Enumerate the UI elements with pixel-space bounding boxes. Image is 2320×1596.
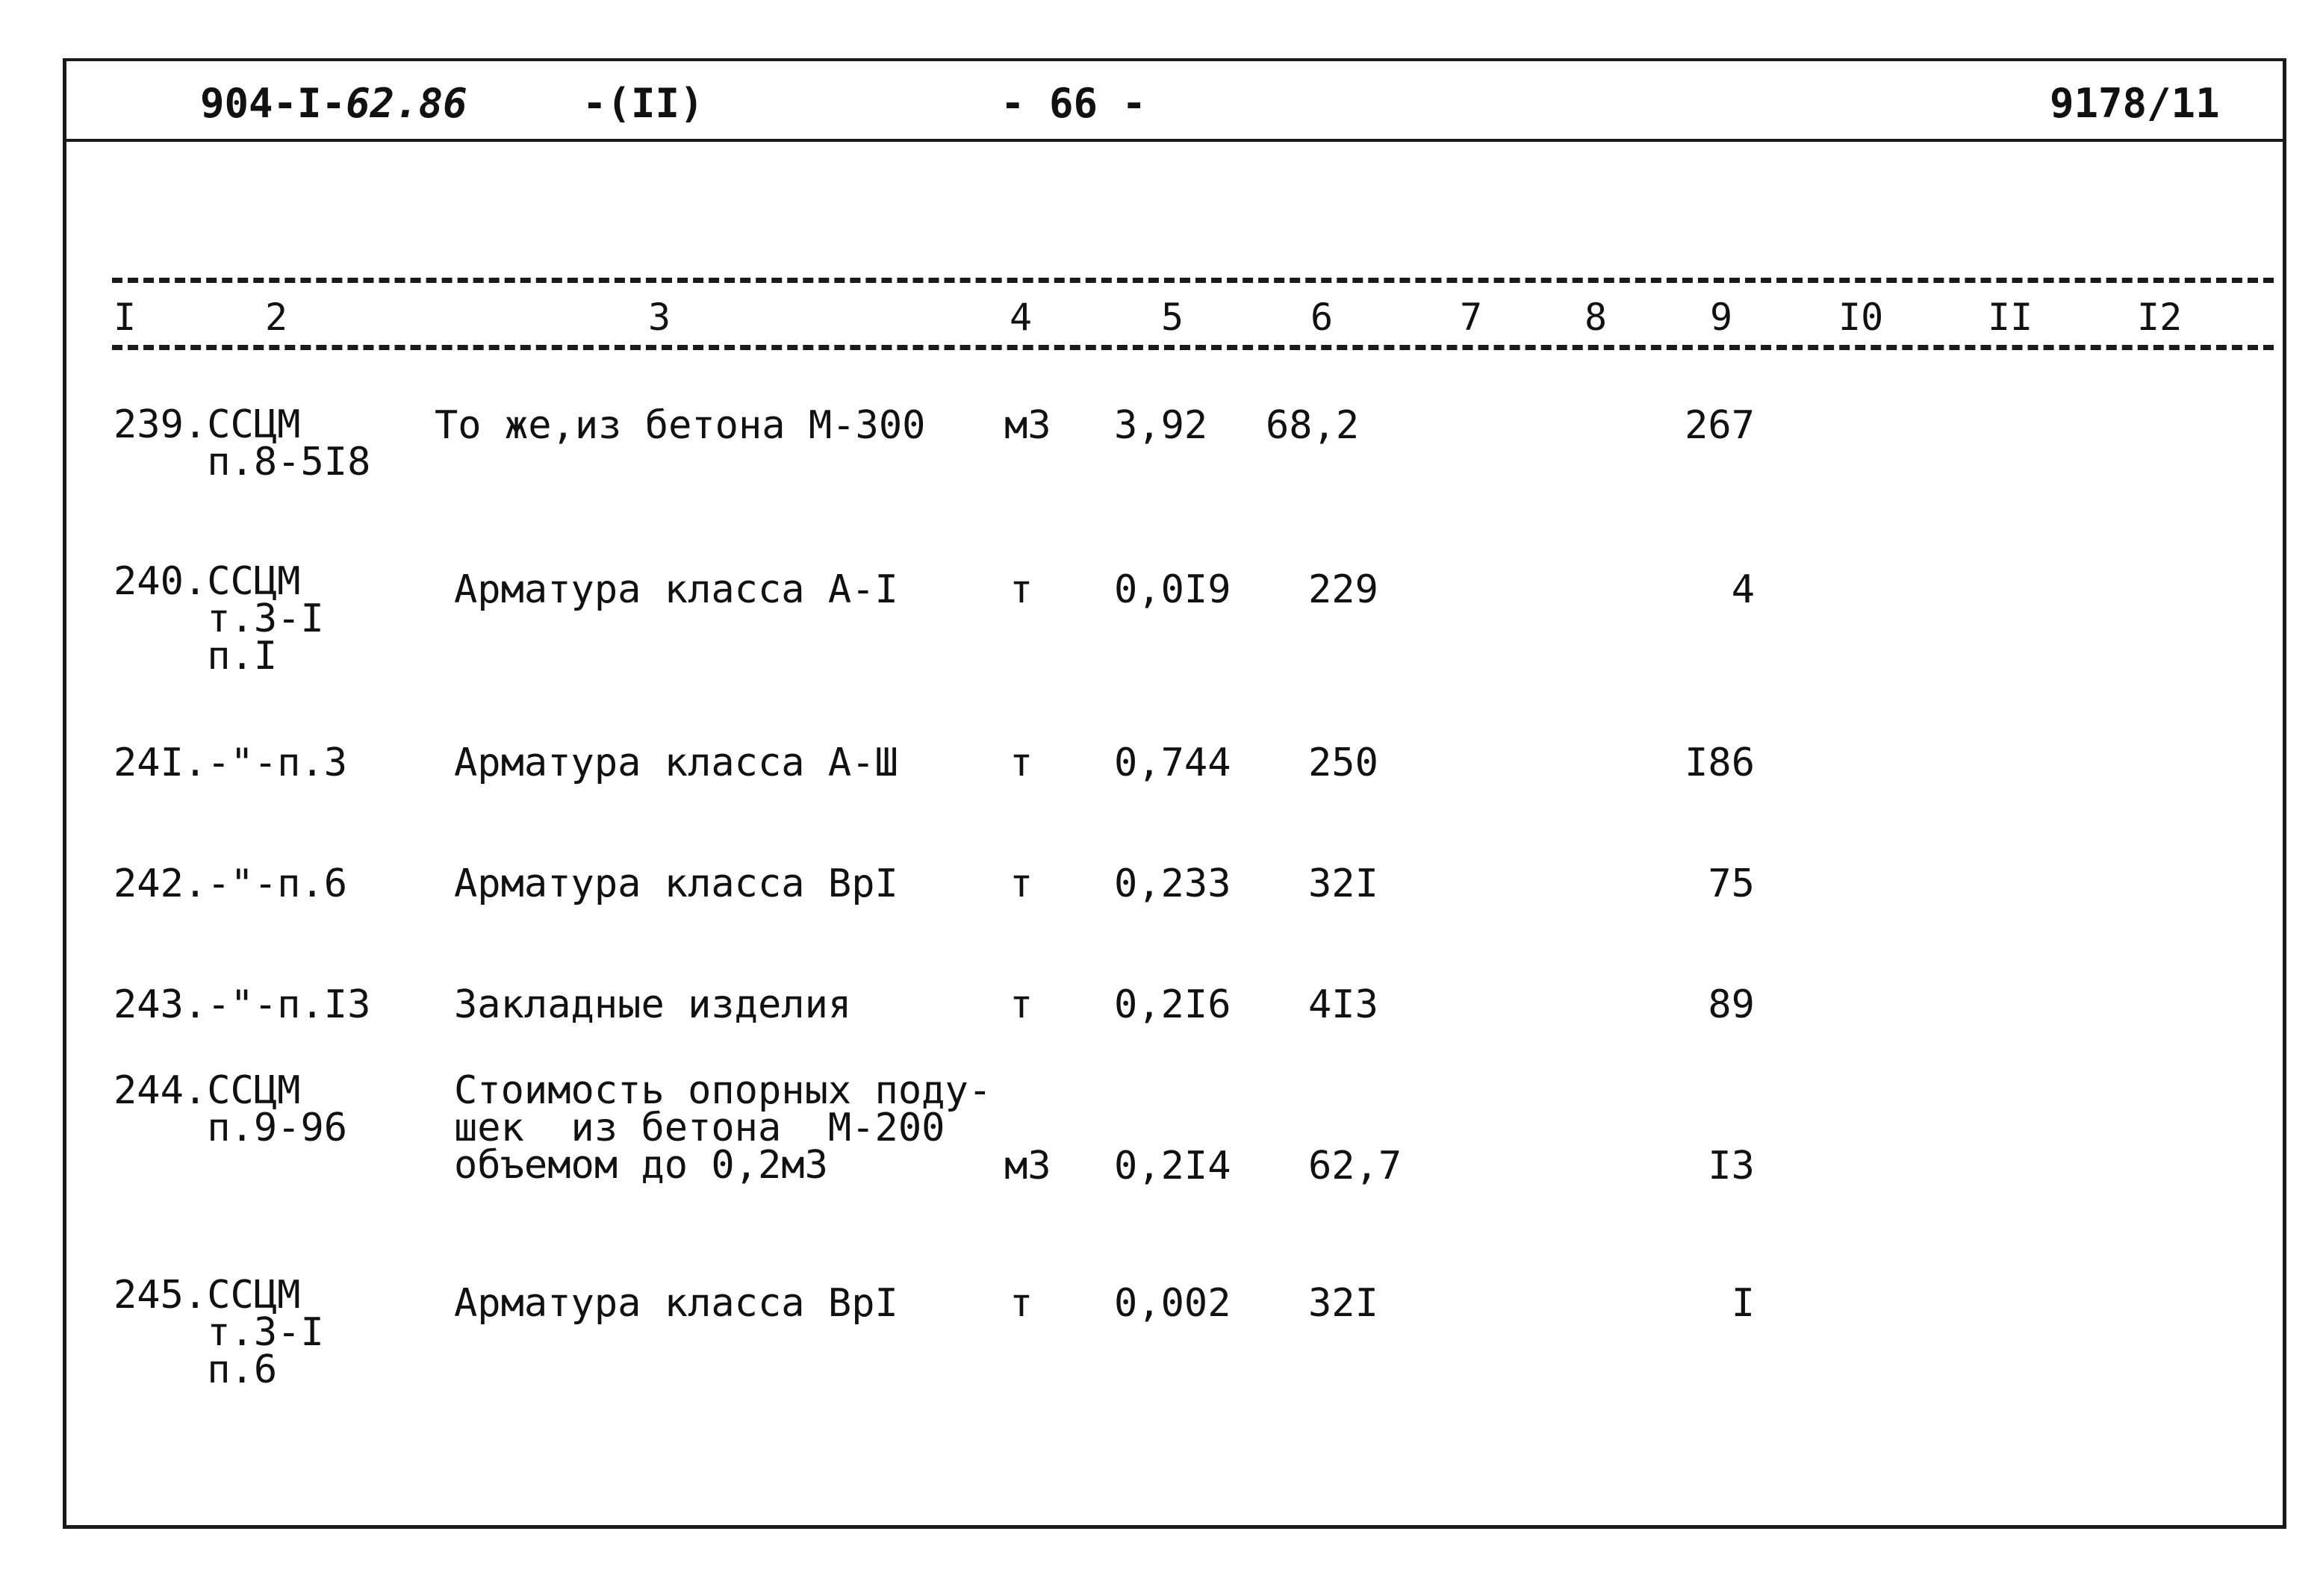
column-number: I2 bbox=[2137, 296, 2183, 339]
row-price: 229 bbox=[1308, 567, 1378, 612]
column-number: II bbox=[1988, 296, 2033, 339]
row-total: 89 bbox=[1708, 982, 1755, 1027]
column-number: 6 bbox=[1310, 296, 1334, 339]
row-name: Стоимость опорных поду- шек из бетона М-200 объемом до 0,2м3 bbox=[454, 1068, 992, 1188]
row-qty: 0,233 bbox=[1114, 861, 1231, 906]
row-price: 32I bbox=[1308, 861, 1378, 906]
row-unit: м3 bbox=[1004, 1144, 1051, 1188]
table-header-rule bbox=[112, 345, 2274, 350]
row-name: Арматура класса А-I bbox=[454, 567, 898, 612]
row-ref: 243.-"-п.I3 bbox=[113, 982, 371, 1027]
row-price: 250 bbox=[1308, 741, 1378, 785]
column-number: 2 bbox=[265, 296, 288, 339]
row-qty: 0,2I6 bbox=[1114, 982, 1231, 1027]
row-qty: 0,0I9 bbox=[1114, 567, 1231, 612]
row-qty: 3,92 bbox=[1114, 403, 1208, 448]
row-ref: 24I.-"-п.3 bbox=[113, 741, 348, 785]
row-total: 4 bbox=[1731, 567, 1755, 612]
row-total: 267 bbox=[1685, 403, 1755, 448]
row-unit: т bbox=[1010, 861, 1033, 906]
row-unit: т bbox=[1010, 567, 1033, 612]
row-total: I bbox=[1731, 1281, 1755, 1326]
row-price: 68,2 bbox=[1266, 403, 1360, 448]
document-code: 904-I-62.86 bbox=[200, 80, 467, 127]
page-number: - 66 - bbox=[1001, 80, 1147, 127]
part-number: -(II) bbox=[582, 80, 704, 127]
sheet-number: 9178/11 bbox=[2050, 80, 2220, 127]
row-ref: 239.ССЦМ п.8-5I8 bbox=[113, 402, 371, 484]
row-ref: 244.ССЦМ п.9-96 bbox=[113, 1068, 348, 1150]
row-total: I86 bbox=[1685, 741, 1755, 785]
row-name: Арматура класса ВрI bbox=[454, 1281, 898, 1326]
column-number: 5 bbox=[1161, 296, 1184, 339]
column-number: I bbox=[113, 296, 137, 339]
column-number: 7 bbox=[1460, 296, 1483, 339]
row-name: Закладные изделия bbox=[454, 982, 852, 1027]
row-qty: 0,2I4 bbox=[1114, 1144, 1231, 1188]
row-unit: т bbox=[1010, 982, 1033, 1027]
row-total: 75 bbox=[1708, 861, 1755, 906]
row-name: Арматура класса А-Ш bbox=[454, 741, 898, 785]
header-rule bbox=[63, 139, 2286, 142]
column-number: I0 bbox=[1838, 296, 1884, 339]
row-ref: 245.ССЦМ т.3-I п.6 bbox=[113, 1273, 324, 1392]
row-total: I3 bbox=[1708, 1144, 1755, 1188]
row-ref: 240.ССЦМ т.3-I п.I bbox=[113, 559, 324, 679]
row-qty: 0,744 bbox=[1114, 741, 1231, 785]
row-ref: 242.-"-п.6 bbox=[113, 861, 348, 906]
row-price: 62,7 bbox=[1308, 1144, 1402, 1188]
row-price: 4I3 bbox=[1308, 982, 1378, 1027]
column-number: 9 bbox=[1710, 296, 1733, 339]
column-number: 8 bbox=[1584, 296, 1608, 339]
table-top-rule bbox=[112, 278, 2274, 283]
row-unit: т bbox=[1010, 741, 1033, 785]
row-price: 32I bbox=[1308, 1281, 1378, 1326]
row-name: То же,из бетона М-300 bbox=[435, 403, 926, 448]
column-number: 4 bbox=[1010, 296, 1033, 339]
row-name: Арматура класса ВрI bbox=[454, 861, 898, 906]
column-number: 3 bbox=[648, 296, 671, 339]
row-qty: 0,002 bbox=[1114, 1281, 1231, 1326]
row-unit: т bbox=[1010, 1281, 1033, 1326]
row-unit: м3 bbox=[1004, 403, 1051, 448]
